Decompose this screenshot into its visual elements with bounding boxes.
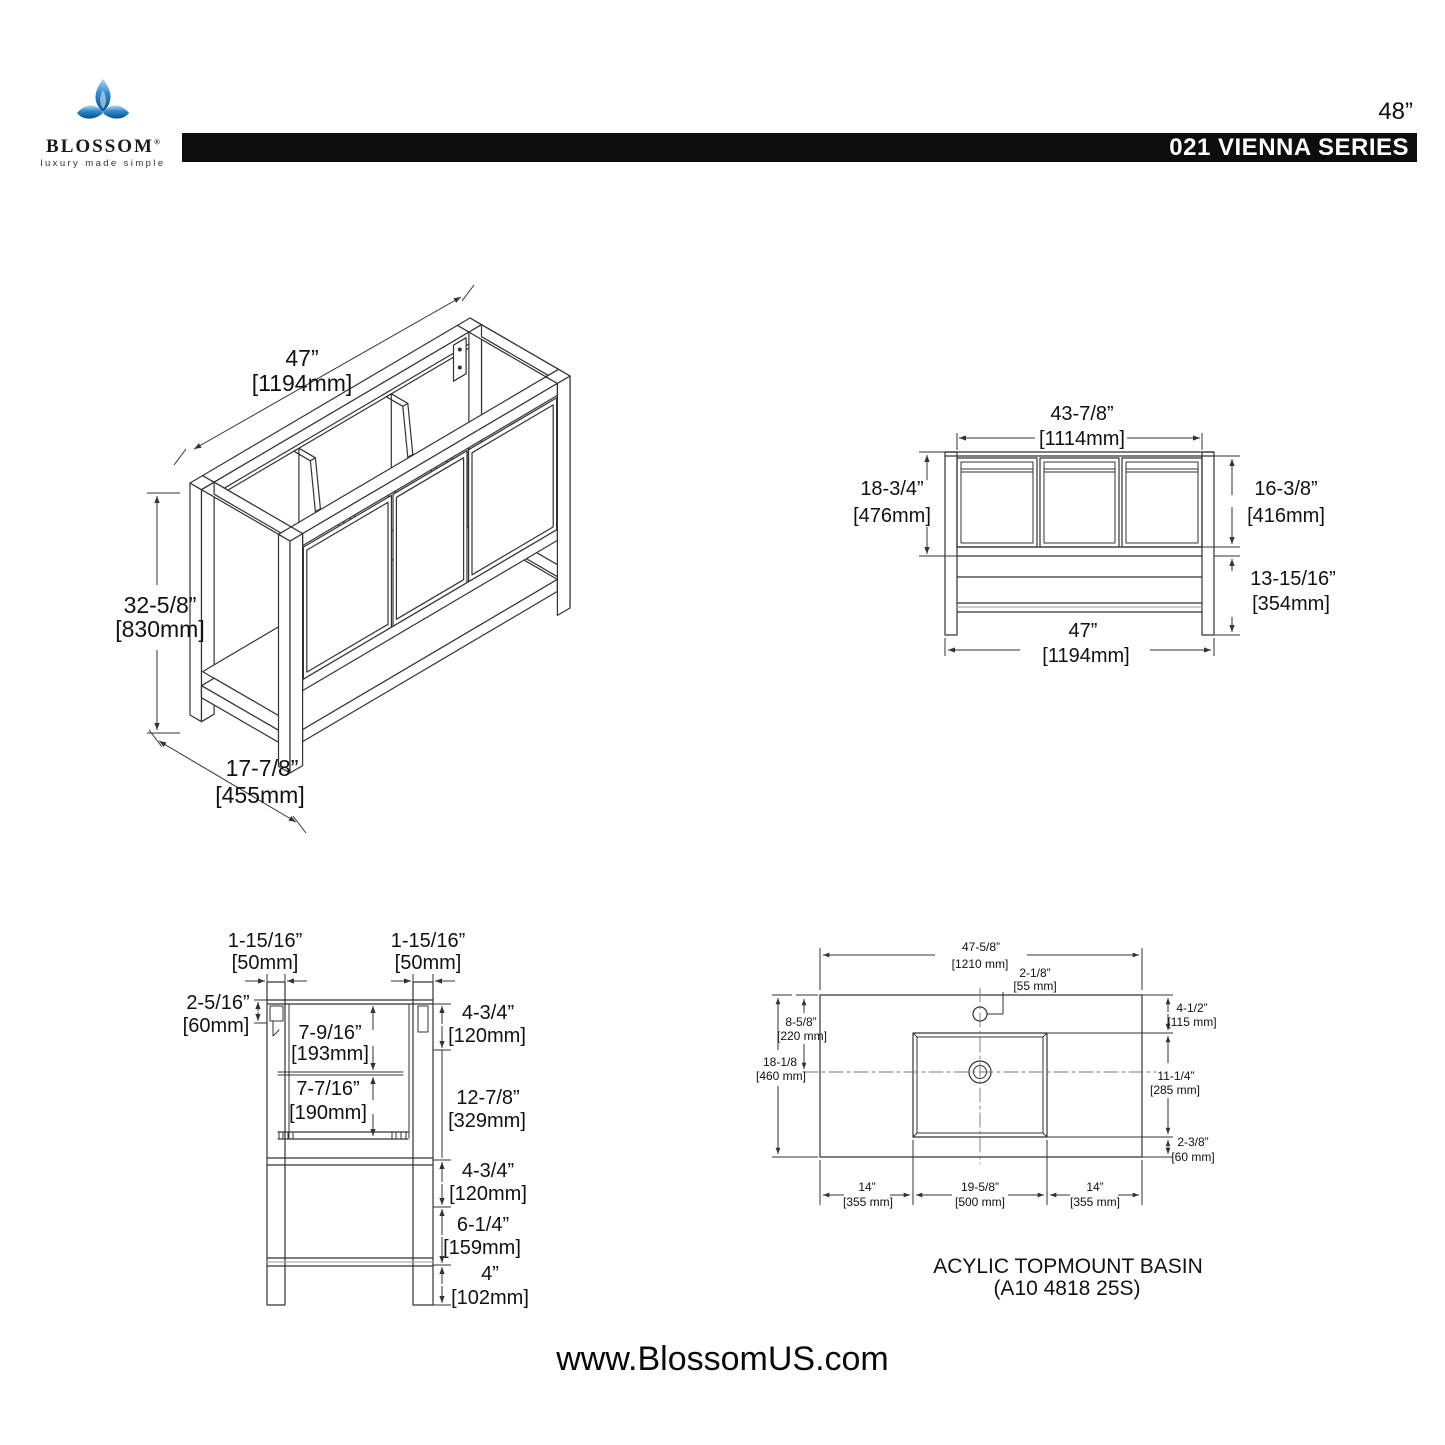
basin-right-offset-mm: [355 mm] <box>1069 1195 1121 1209</box>
side-rail-mm: [120mm] <box>449 1183 527 1205</box>
basin-label-line1: ACYLIC TOPMOUNT BASIN <box>933 1255 1203 1278</box>
iso-height-in-label: 32-5/8” <box>123 592 197 618</box>
iso-width-mm-label: [1194mm] <box>251 370 353 396</box>
side-shelf-gap-in: 6-1/4” <box>456 1214 510 1236</box>
iso-depth-in-label: 17-7/8” <box>225 755 299 781</box>
basin-faucet-offset-mm: [55 mm] <box>1013 979 1057 993</box>
basin-front-to-center-in: 8-5/8” <box>785 1015 817 1029</box>
side-top-inset-in: 2-5/16” <box>186 992 250 1014</box>
basin-left-offset-in: 14” <box>858 1180 876 1194</box>
basin-bowl-depth-in: 11-1/4” <box>1157 1069 1195 1083</box>
size-label: 48” <box>1378 98 1413 125</box>
website-url: www.BlossomUS.com <box>556 1340 889 1378</box>
basin-right-offset-in: 14” <box>1086 1180 1104 1194</box>
registered-mark: ® <box>154 137 160 147</box>
series-label: 021 VIENNA SERIES <box>1169 133 1409 161</box>
front-door-height-mm: [416mm] <box>1247 505 1325 527</box>
cabinet-front-geometry <box>945 452 1214 635</box>
front-door-height-in: 16-3/8” <box>1254 478 1318 500</box>
side-lower-inner-in: 7-7/16” <box>296 1078 360 1100</box>
basin-faucet-offset-in: 2-1/8” <box>1019 966 1051 980</box>
basin-front-to-center-mm: [220 mm] <box>776 1029 828 1043</box>
side-door-in: 12-7/8” <box>456 1087 520 1109</box>
side-leg-in: 4” <box>481 1263 499 1285</box>
side-upper-inner-in: 7-9/16” <box>298 1022 362 1044</box>
front-view-drawing <box>840 395 1340 680</box>
basin-left-offset-mm: [355 mm] <box>842 1195 894 1209</box>
front-lower-height-mm: [354mm] <box>1252 593 1330 615</box>
series-banner <box>182 133 1417 162</box>
basin-top-edge-mm: [115 mm] <box>1167 1015 1217 1029</box>
basin-width-in: 47-5/8” <box>961 940 1001 954</box>
front-inner-width-mm: [1114mm] <box>1039 428 1125 450</box>
brand-tagline: luxury made simple <box>40 158 166 169</box>
side-bracket-in: 4-3/4” <box>461 1002 515 1024</box>
basin-bowl-depth-mm: [285 mm] <box>1149 1083 1201 1097</box>
basin-geometry <box>804 988 1156 1164</box>
basin-label-line2: (A10 4818 25S) <box>993 1277 1141 1300</box>
blossom-logo <box>28 78 178 169</box>
side-shelf-gap-mm: [159mm] <box>443 1237 521 1259</box>
basin-bowl-width-mm: [500 mm] <box>954 1195 1006 1209</box>
front-outer-width-in: 47” <box>1068 620 1098 642</box>
front-outer-width-mm: [1194mm] <box>1042 645 1130 667</box>
basin-depth-in: 18-1/8 <box>762 1055 798 1069</box>
side-front-leg-in: 1-15/16” <box>227 930 303 952</box>
basin-bowl-width-in: 19-5/8” <box>960 1180 1000 1194</box>
iso-width-in-label: 47” <box>285 345 319 371</box>
side-bracket-mm: [120mm] <box>448 1025 526 1047</box>
side-top-inset-mm: [60mm] <box>182 1015 250 1037</box>
side-rail-in: 4-3/4” <box>461 1160 515 1182</box>
side-lower-inner-mm: [190mm] <box>289 1102 367 1124</box>
side-door-mm: [329mm] <box>448 1110 526 1132</box>
basin-width-mm: [1210 mm] <box>951 957 1009 971</box>
basin-top-edge-in: 4-1/2” <box>1176 1001 1208 1015</box>
flower-icon <box>73 78 133 130</box>
cabinet-isometric-geometry <box>190 318 570 773</box>
brand-name: BLOSSOM® <box>46 136 160 157</box>
side-front-leg-mm: [50mm] <box>231 952 299 974</box>
front-inner-width-in: 43-7/8” <box>1050 403 1114 425</box>
side-back-leg-in: 1-15/16” <box>390 930 466 952</box>
front-left-height-in: 18-3/4” <box>860 478 924 500</box>
basin-bottom-edge-mm: [60 mm] <box>1171 1150 1215 1164</box>
iso-height-mm-label: [830mm] <box>115 616 205 642</box>
side-back-leg-mm: [50mm] <box>394 952 462 974</box>
side-upper-inner-mm: [193mm] <box>291 1043 369 1065</box>
front-left-height-mm: [476mm] <box>853 505 931 527</box>
iso-depth-mm-label: [455mm] <box>215 782 305 808</box>
side-view-drawing <box>170 920 570 1320</box>
basin-depth-mm: [460 mm] <box>755 1069 807 1083</box>
front-lower-height-in: 13-15/16” <box>1250 568 1336 590</box>
basin-dimensions <box>772 948 1173 1205</box>
basin-bottom-edge-in: 2-3/8” <box>1177 1135 1209 1149</box>
isometric-view-drawing <box>90 260 630 840</box>
basin-top-view-drawing <box>740 920 1445 1310</box>
side-leg-mm: [102mm] <box>451 1287 529 1309</box>
